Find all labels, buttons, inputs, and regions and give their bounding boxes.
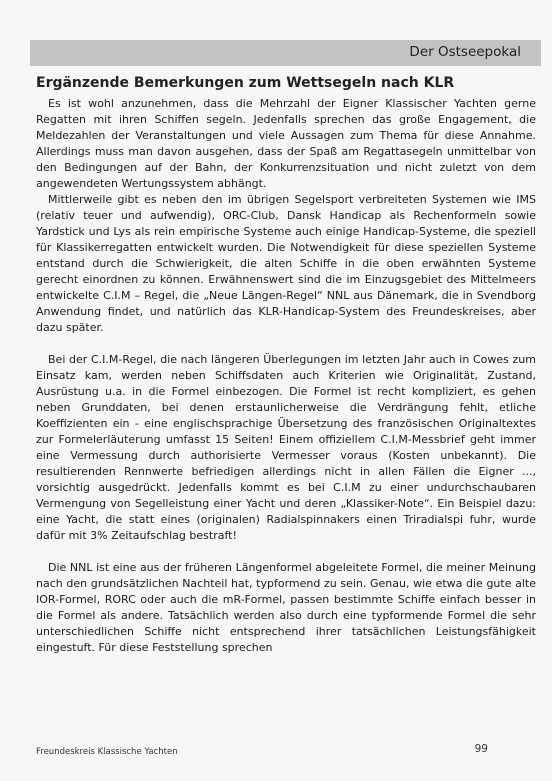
article-body — [36, 96, 536, 656]
paragraph: Mittlerweile gibt es neben den im übrigen Segelsport verbreiteten Systemen wie IMS (relativ teuer und aufwendig), ORC-Club, Dansk Handicap als Rechenformeln sowie Yardstick und Lys als rein empirische Systeme auch einige Handicap-Systeme, die speziell für Klassikerregatten entwickelt wurden. Die Notwendigkeit für diese speziellen Systeme entstand durch die Schwierigkeit, die alten Schiffe in die oben erwähnten Systeme gerecht einordnen zu können. Erwähnenswert sind die im Einzugsgebiet des Mittelmeers entwickelte C.I.M – Regel, die „Neue Längen-Regel“ NNL aus Dänemark, die in Svendborg Anwendung findet, und natürlich das KLR-Handicap-System des Freundeskreises, aber dazu später. — [36, 193, 536, 334]
footer-publisher: Freundeskreis Klassische Yachten — [36, 747, 178, 757]
page-number: 99 — [474, 743, 488, 755]
paragraph: Die NNL ist eine aus der früheren Längenformel abgeleitete Formel, die meiner Meinung nach den grundsätzlichen Nachteil hat, typformend zu sein. Genau, wie etwa die gute alte IOR-Formel, RORC oder auch die mR-Formel, passen bestimmte Schiffe einfach besser in die Formel als andere. Tatsächlich werden also durch eine typformende Formel die sehr unterschiedlichen Schiffe nicht entsprechend ihrer tatsächlichen Leistungsfähigkeit eingestuft. Für diese Feststellung sprechen — [36, 561, 536, 654]
article-heading: Ergänzende Bemerkungen zum Wettsegeln nach KLR — [36, 75, 455, 91]
section-header-band — [30, 40, 541, 66]
section-title: Der Ostseepokal — [409, 44, 521, 60]
paragraph: Bei der C.I.M-Regel, die nach längeren Überlegungen im letzten Jahr auch in Cowes zum Einsatz kam, werden neben Schiffsdaten auch Kriterien wie Originalität, Zustand, Ausrüstung u.a. in die Formel einbezogen. Die Formel ist recht kompliziert, es gehen neben Grunddaten, bei denen erstaunlicherweise die Verdrängung fehlt, etliche Koeffizienten ein - eine englischsprachige Übersetzung des französischen Originaltextes zur Formelerläuterung umfasst 15 Seiten! Einem offiziellem C.I.M-Messbrief geht immer eine Vermessung durch authorisierte Vermesser voraus (Kosten unbekannt). Die resultierenden Rennwerte befriedigen allerdings nicht in allen Fällen die Eigner ..., vorsichtig ausgedrückt. Jedenfalls kommt es bei C.I.M zu einer undurchschaubaren Vermengung von Segelleistung einer Yacht und deren „Klassiker-Note“. Ein Beispiel dazu: eine Yacht, die statt eines (originalen) Radialspinnakers einen Triradialspi fuhr, wurde dafür mit 3% Zeitaufschlag bestraft! — [36, 353, 536, 542]
paragraph: Es ist wohl anzunehmen, dass die Mehrzahl der Eigner Klassischer Yachten gerne Regatten mit ihren Schiffen segeln. Jedenfalls sprechen das große Engagement, die Meldezahlen der Veranstaltungen und viele Aussagen zum Thema für diese Annahme. Allerdings muss man davon ausgehen, dass der Spaß am Regattasegeln unmittelbar von den Bedingungen auf der Bahn, der Konkurrenzsituation und nicht zuletzt von dem angewendeten Wertungssystem abhängt. — [36, 97, 536, 190]
